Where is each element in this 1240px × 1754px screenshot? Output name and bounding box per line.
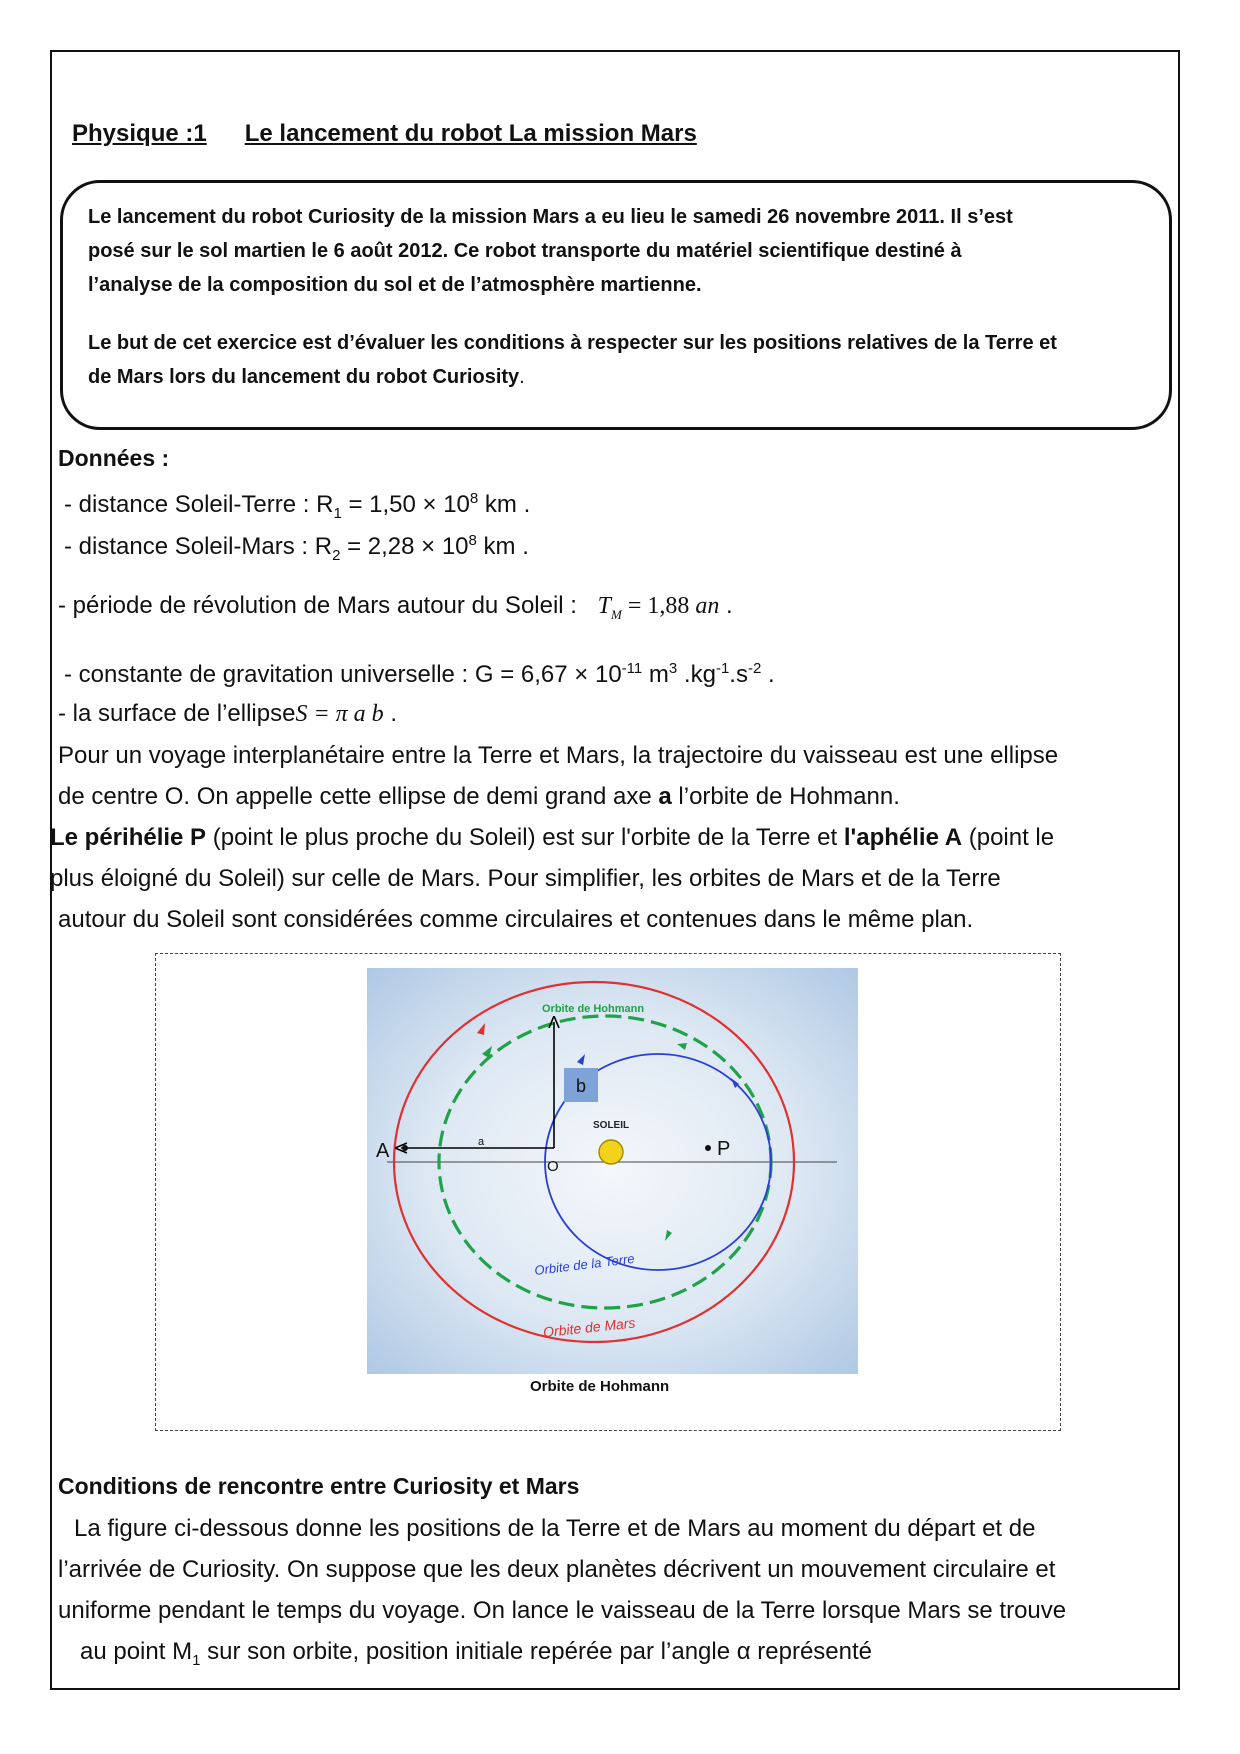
intro-line: Le but de cet exercice est d’évaluer les conditions à respecter sur les positions relatives de la Terre et [88, 332, 1057, 354]
label-aphelion: A [376, 1140, 390, 1162]
text-line-2: de centre O. On appelle cette ellipse de demi grand axe a l’orbite de Hohmann. [58, 783, 900, 810]
label-earth-orbit: Orbite de la Terre [533, 1250, 636, 1279]
hohmann-orbit-diagram [367, 968, 858, 1374]
text-line-5: autour du Soleil sont considérées comme circulaires et contenues dans le même plan. [58, 906, 974, 933]
label-mars-orbit: Orbite de Mars [542, 1314, 637, 1341]
sun-icon [599, 1140, 623, 1164]
aphelion-point [402, 1145, 408, 1151]
figure-caption: Orbite de Hohmann [530, 1378, 670, 1395]
donnees-title: Données : [58, 445, 170, 471]
diagram-background [367, 968, 858, 1374]
page-title [72, 120, 697, 148]
paragraph-line: uniforme pendant le temps du voyage. On lance le vaisseau de la Terre lorsque Mars se trouve [58, 1597, 1067, 1624]
intro-line5-text: de Mars lors du lancement du robot Curiosity [88, 366, 520, 388]
title-part1: Physique :1 [72, 120, 207, 147]
intro-line: l’analyse de la composition du sol et de l’atmosphère martienne. [88, 274, 702, 296]
data-period-mars: - période de révolution de Mars autour du Soleil : $T_M = 1,88$ an . [58, 592, 733, 622]
label-a: a [478, 1136, 485, 1148]
intro-line: Le lancement du robot Curiosity de la mission Mars a eu lieu le samedi 26 novembre 2011. Il s’est [88, 206, 1013, 228]
text-line-3: Le périhélie P (point le plus proche du Soleil) est sur l'orbite de la Terre et l'aphélie A (point le [50, 824, 1055, 851]
label-soleil: SOLEIL [593, 1120, 630, 1131]
paragraph-line: au point $M_1$ sur son orbite, position initiale repérée par l’angle α représenté [80, 1638, 873, 1669]
perihelion-point [705, 1145, 711, 1151]
intro-paragraph-1 [88, 200, 1148, 302]
intro-line: posé sur le sol martien le 6 août 2012. Ce robot transporte du matériel scientifique destiné à [88, 240, 962, 262]
intro-paragraph-2 [88, 326, 1148, 394]
paragraph-line: La figure ci-dessous donne les positions de la Terre et de Mars au moment du départ et de [74, 1515, 1036, 1542]
paragraph-line: l’arrivée de Curiosity. On suppose que les deux planètes décrivent un mouvement circulaire et [58, 1556, 1056, 1583]
section-title: Conditions de rencontre entre Curiosity et Mars [58, 1473, 580, 1499]
data-distance-earth: - distance Soleil-Terre : $R_1 = 1,50 \times 10^8$ km . [64, 490, 531, 522]
text-line-4: plus éloigné du Soleil) sur celle de Mars. Pour simplifier, les orbites de Mars et de la Terre [50, 865, 1001, 892]
data-distance-mars: - distance Soleil-Mars : $R_2 = 2,28 \times 10^8$ km . [64, 532, 529, 564]
section-paragraph [58, 1508, 1183, 1681]
intro-line [88, 360, 1148, 394]
data-ellipse-surface: - la surface de l’ellipseS = π a b . [58, 700, 398, 727]
intro-line5-end: . [519, 366, 525, 388]
text-line-1: Pour un voyage interplanétaire entre la Terre et Mars, la trajectoire du vaisseau est une ellipse [58, 742, 1059, 769]
label-center: O [547, 1158, 559, 1175]
label-hohmann-orbit: Orbite de Hohmann [542, 1003, 645, 1015]
data-gravitation-constant: - constante de gravitation universelle : $G = 6,67 \times 10^{-11}$ $m^3$ $.kg^{-1}.s^{-2}$ . [64, 660, 775, 688]
label-perihelion: P [717, 1138, 731, 1160]
title-part2: Le lancement du robot La mission Mars [244, 120, 697, 147]
label-b: b [575, 1076, 587, 1096]
